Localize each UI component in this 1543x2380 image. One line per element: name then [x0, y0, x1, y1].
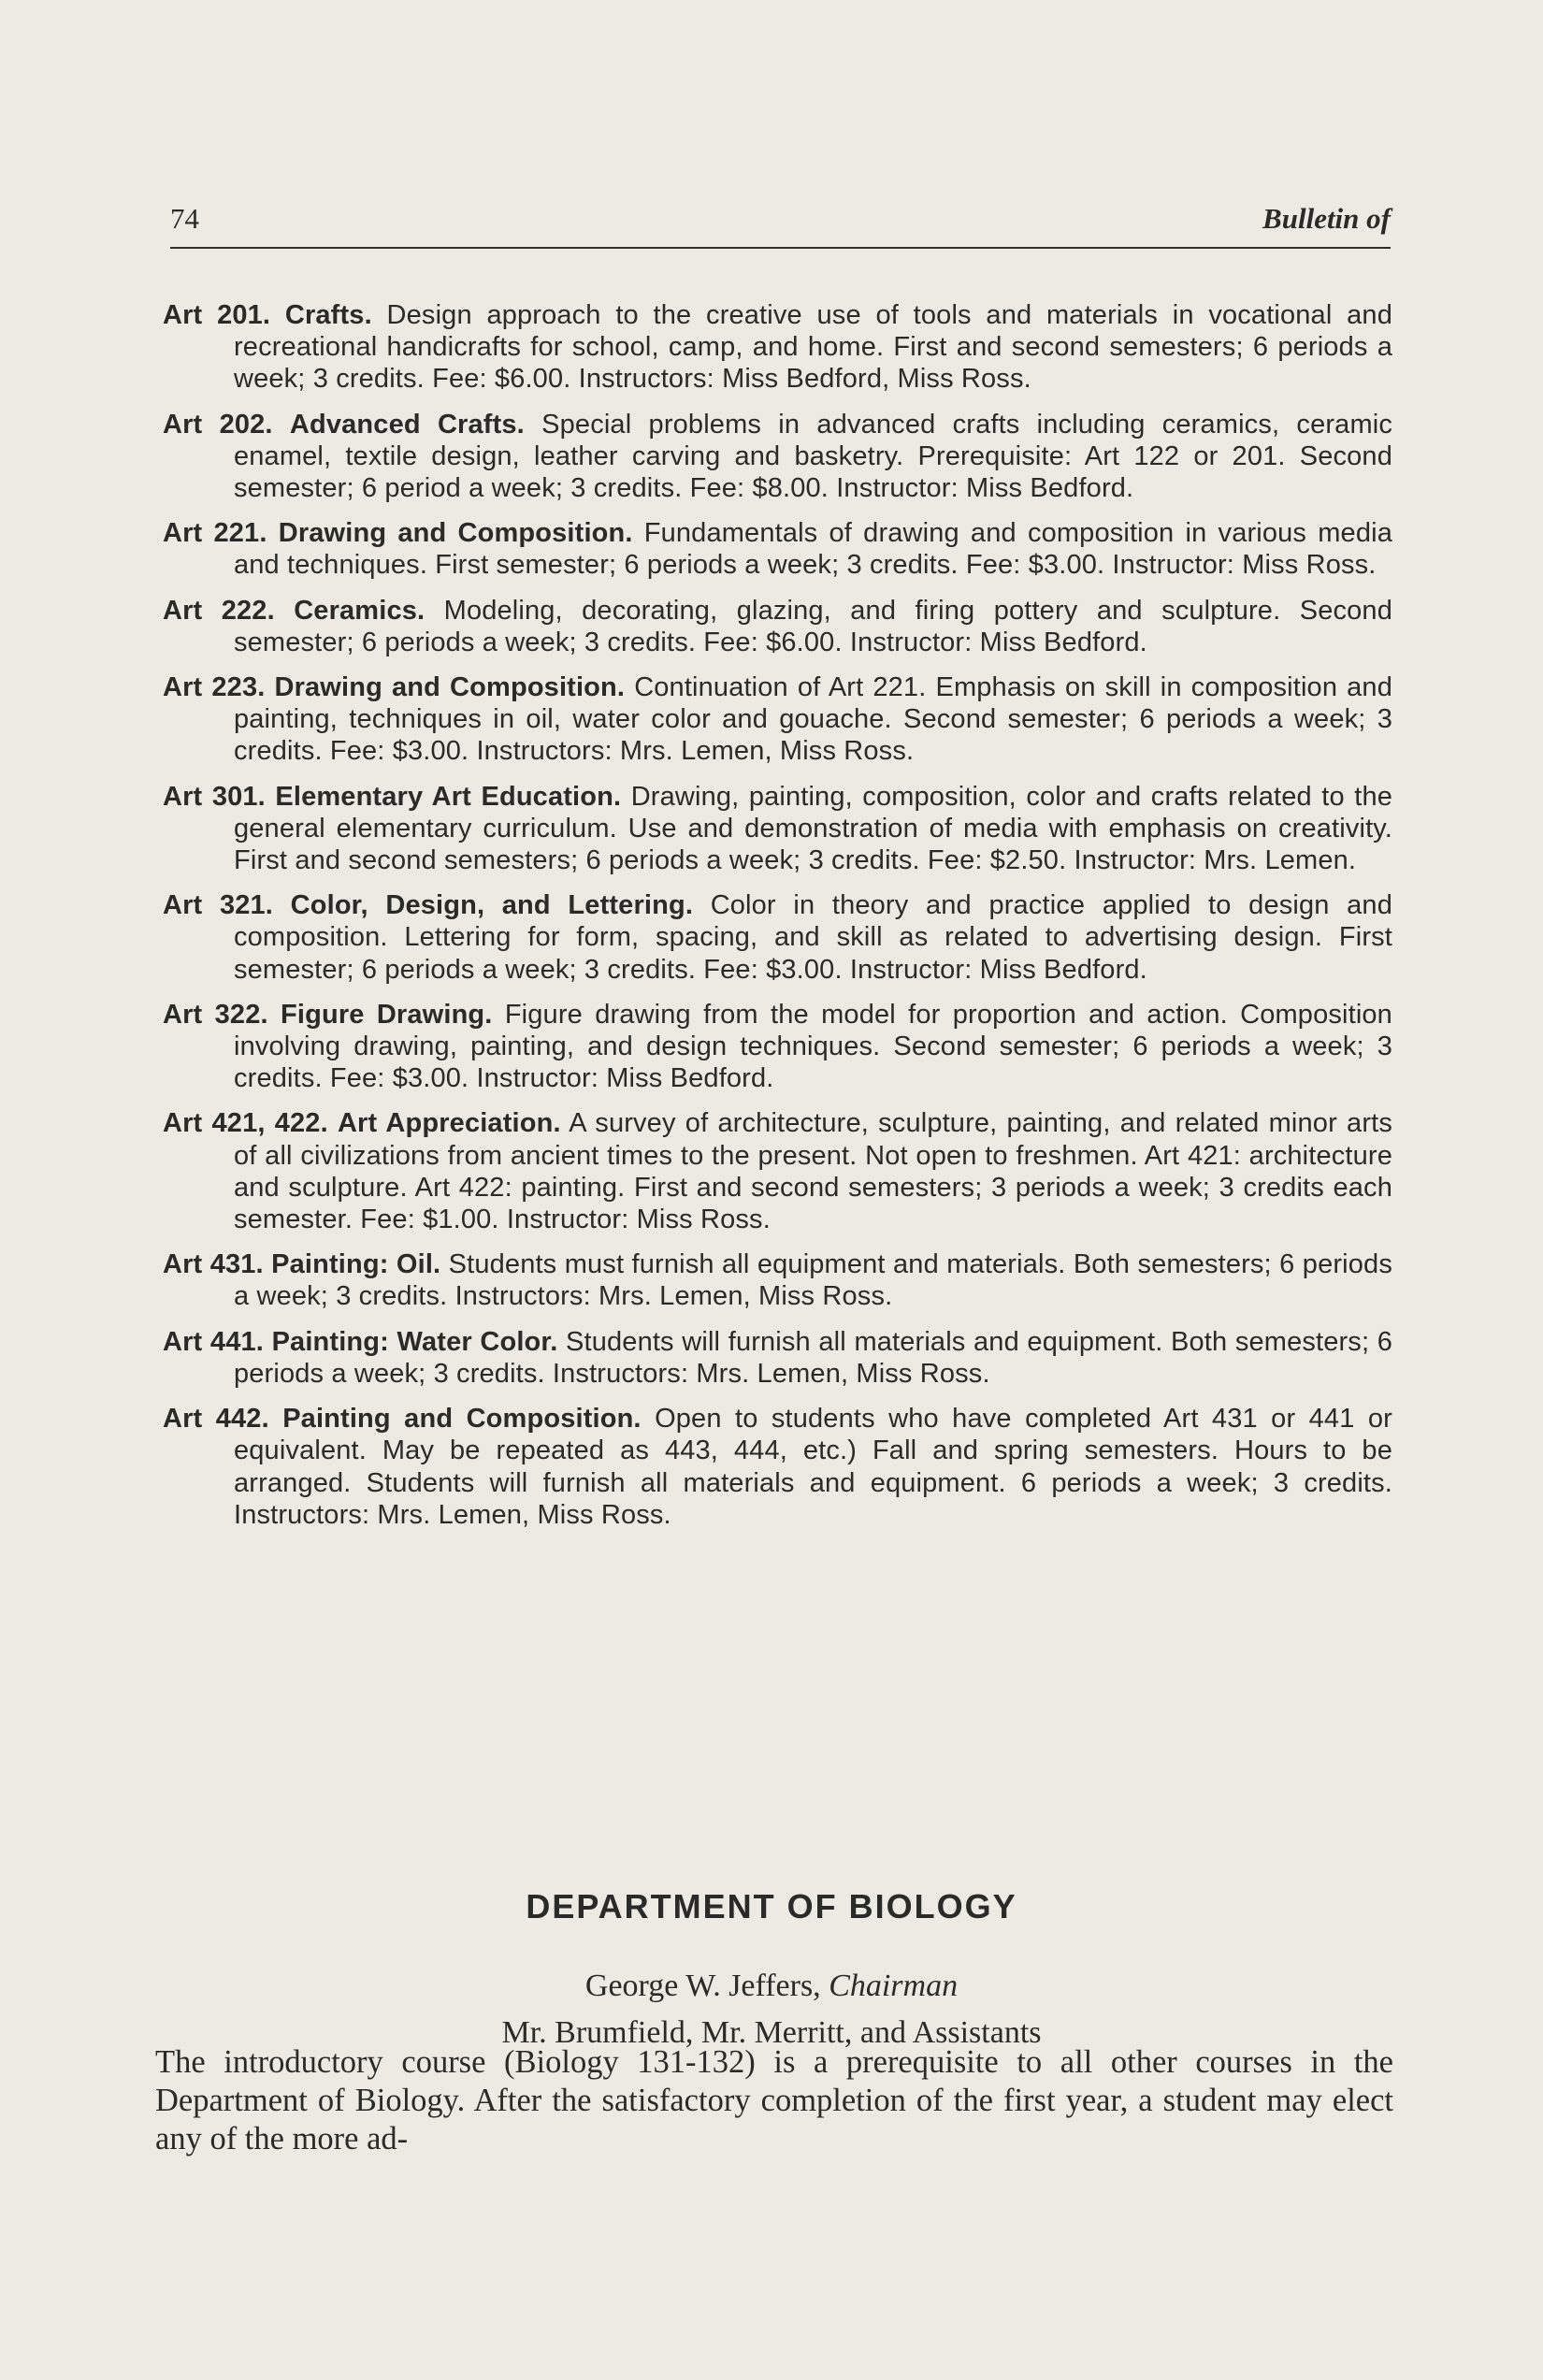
course-title: Painting: Oil.: [271, 1249, 441, 1280]
course-title: Elementary Art Education.: [275, 781, 622, 812]
course-description: Drawing, painting, composition, color and crafts related to the general elementary curriculum. Use and demonstration of media with emphasis on creativity. First and second semesters; 6 periods a week; 3 credits. Fee: $2.50. Instructor: Mrs. Lemen.: [234, 781, 1393, 876]
department-title: DEPARTMENT OF BIOLOGY: [526, 1887, 1017, 1926]
department-staff: Mr. Brumfield, Mr. Merritt, and Assistants: [501, 2015, 1042, 2050]
course-description: Figure drawing from the model for proportion and action. Composition involving drawing, painting, and design techniques. Second semester; 6 periods a week; 3 credits. Fee: $3.00. Instructor: Miss Bedford.: [234, 999, 1392, 1094]
running-title: Bulletin of: [1262, 202, 1391, 235]
course-code: Art 321.: [163, 890, 274, 921]
course-description: Design approach to the creative use of tools and materials in vocational and recreational handicrafts for school, camp, and home. First and second semesters; 6 periods a week; 3 credits. Fee: $6.00. Instructors: Miss Bedford, Miss Ross.: [234, 300, 1392, 395]
chairman-role: Chairman: [829, 1969, 959, 2003]
course-code: Art 221.: [163, 518, 267, 549]
course-title: Figure Drawing.: [281, 999, 493, 1030]
course-title: Art Appreciation.: [337, 1108, 561, 1139]
course-code: Art 202.: [163, 409, 273, 440]
course-entry: [163, 999, 1392, 1095]
course-title: Drawing and Composition.: [278, 518, 633, 549]
course-entry: [163, 889, 1392, 986]
course-code: Art 442.: [163, 1404, 269, 1435]
course-code: Art 322.: [163, 999, 268, 1030]
course-code: Art 222.: [163, 595, 275, 626]
course-entry: [163, 595, 1392, 658]
page-header: [170, 202, 1391, 239]
course-description: Color in theory and practice applied to design and composition. Lettering for form, spacing, and skill as related to advertising design. First semester; 6 periods a week; 3 credits. Fee: $3.00. Instructor: Miss Bedford.: [234, 890, 1392, 985]
course-entry: [163, 781, 1392, 877]
course-description: Fundamentals of drawing and composition in various media and techniques. First semester; 6 periods a week; 3 credits. Fee: $3.00. Instructor: Miss Ross.: [234, 518, 1392, 581]
course-code: Art 441.: [163, 1326, 264, 1357]
course-list: [163, 299, 1392, 1544]
course-description: Continuation of Art 221. Emphasis on skill in composition and painting, techniques in oil, water color and gouache. Second semester; 6 periods a week; 3 credits. Fee: $3.00. Instructors: Mrs. Lemen, Miss Ross.: [234, 672, 1392, 767]
course-title: Color, Design, and Lettering.: [290, 890, 694, 921]
course-entry: [163, 1326, 1392, 1390]
course-code: Art 301.: [163, 781, 266, 812]
department-heading-block: [0, 1887, 1543, 2052]
course-description: Students will furnish all materials and equipment. Both semesters; 6 periods a week; 3 credits. Instructors: Mrs. Lemen, Miss Ross.: [234, 1326, 1393, 1389]
course-entry: [163, 1107, 1392, 1235]
course-title: Ceramics.: [294, 595, 425, 626]
course-entry: [163, 409, 1392, 505]
page-number: 74: [170, 202, 199, 235]
course-entry: [163, 1248, 1392, 1312]
course-entry: [163, 299, 1392, 396]
course-title: Crafts.: [284, 300, 372, 330]
course-title: Painting: Water Color.: [271, 1326, 558, 1357]
course-entry: [163, 671, 1392, 768]
course-code: Art 223.: [163, 672, 266, 703]
course-description: Open to students who have completed Art 431 or 441 or equivalent. May be repeated as 443, 444, etc.) Fall and spring semesters. Hours to be arranged. Students will furnish all materials and equipment. 6 periods a week; 3 credits. Instructors: Mrs. Lemen, Miss Ross.: [234, 1404, 1392, 1530]
course-description: Students must furnish all equipment and materials. Both semesters; 6 periods a week; 3 credits. Instructors: Mrs. Lemen, Miss Ross.: [234, 1249, 1392, 1312]
course-description: Special problems in advanced crafts including ceramics, ceramic enamel, textile design, leather carving and basketry. Prerequisite: Art 122 or 201. Second semester; 6 period a week; 3 credits. Fee: $8.00. Instructor: Miss Bedford.: [234, 409, 1392, 504]
course-entry: [163, 517, 1392, 581]
course-code: Art 431.: [163, 1249, 264, 1280]
course-title: Drawing and Composition.: [274, 672, 626, 703]
course-code: Art 421, 422.: [163, 1108, 328, 1139]
course-title: Advanced Crafts.: [289, 409, 525, 440]
chairman-name: George W. Jeffers,: [584, 1969, 821, 2003]
course-title: Painting and Composition.: [282, 1404, 642, 1435]
department-chairman: [0, 1968, 1543, 2005]
header-rule: [170, 247, 1391, 249]
course-description: Modeling, decorating, glazing, and firing pottery and sculpture. Second semester; 6 periods a week; 3 credits. Fee: $6.00. Instructor: Miss Bedford.: [234, 595, 1392, 657]
course-entry: [163, 1403, 1392, 1531]
course-code: Art 201.: [163, 300, 271, 330]
department-intro-paragraph: The introductory course (Biology 131-132) is a prerequisite to all other courses in the Department of Biology. After the satisfactory completion of the first year, a student may elect any of the more ad-: [155, 2044, 1393, 2156]
course-description: A survey of architecture, sculpture, painting, and related minor arts of all civilizations from ancient times to the present. Not open to freshmen. Art 421: architecture and sculpture. Art 422: painting. First and second semesters; 3 periods a week; 3 credits each semester. Fee: $1.00. Instructor: Miss Ross.: [234, 1108, 1393, 1235]
